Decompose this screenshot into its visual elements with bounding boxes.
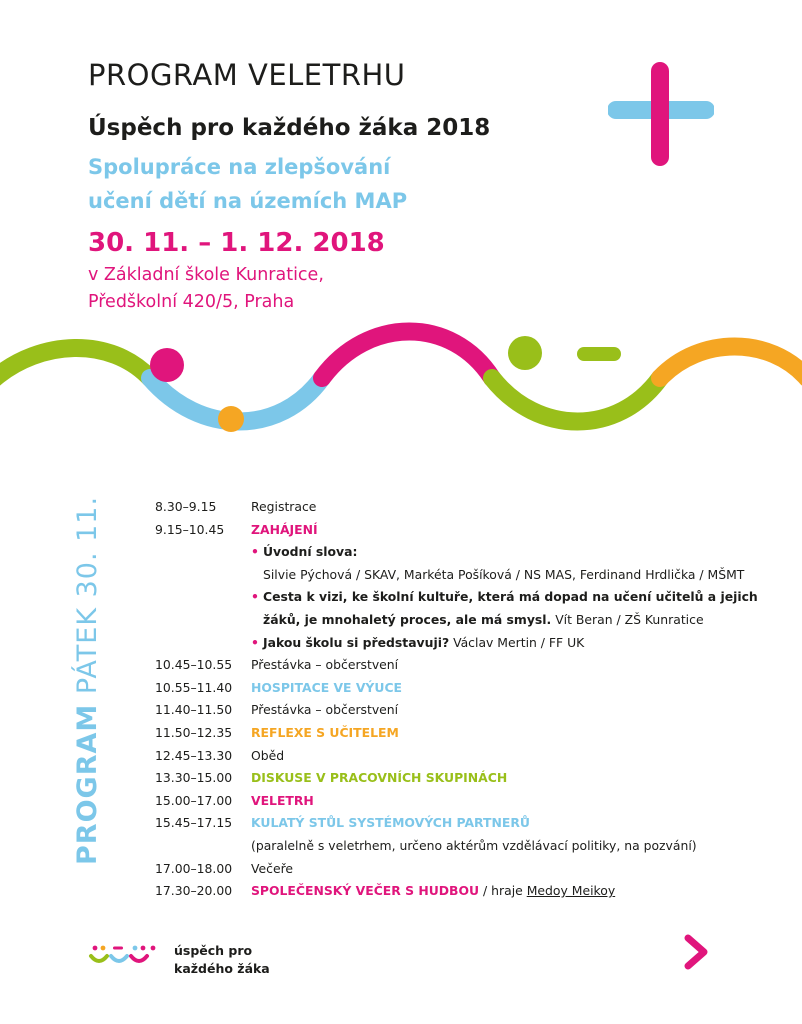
schedule-row (155, 699, 795, 722)
row-time: 15.45–17.15 (155, 815, 233, 831)
page-title: Úspěch pro každého žáka 2018 (88, 115, 491, 141)
row-label: KULATÝ STŮL SYSTÉMOVÝCH PARTNERŮ (251, 815, 530, 831)
schedule-row (155, 722, 795, 745)
side-label-bold: PROGRAM (72, 703, 103, 865)
side-label (72, 496, 103, 865)
page-subtitle (88, 150, 407, 218)
subtitle-line-1: Spolupráce na zlepšování (88, 155, 391, 179)
row-label: REFLEXE S UČITELEM (251, 724, 399, 740)
schedule-row (155, 519, 795, 542)
row-label: VELETRH (251, 792, 314, 808)
schedule-row (155, 745, 795, 768)
green-dot (508, 336, 542, 370)
schedule-row (155, 880, 795, 903)
band-link[interactable]: Medoy Meikoy (526, 883, 616, 899)
logo-line-1: úspěch pro (174, 943, 253, 958)
row-label: HOSPITACE VE VÝUCE (251, 679, 403, 695)
opening-item-speakers: Silvie Pýchová / SKAV, Markéta Pošíková / NS MAS, Ferdinand Hrdlička / MŠMT (263, 566, 745, 582)
row-label: DISKUSE V PRACOVNÍCH SKUPINÁCH (251, 770, 508, 786)
row-time: 15.00–17.00 (155, 792, 233, 808)
subtitle-line-2: učení dětí na územích MAP (88, 189, 408, 213)
row-separator: / hraje (479, 883, 527, 899)
row-label: Registrace (251, 499, 317, 514)
bullet-icon: • (251, 634, 259, 650)
row-label: SPOLEČENSKÝ VEČER S HUDBOU (251, 883, 480, 899)
opening-item-speaker: Václav Mertin / FF UK (449, 634, 585, 650)
pink-dot (150, 348, 184, 382)
opening-item-title-cont: žáků, je mnohaletý proces, ale má smysl. (263, 611, 552, 627)
logo-mark-icon (87, 944, 167, 970)
event-venue (88, 262, 324, 316)
schedule-row (155, 654, 795, 677)
opening-item-title: Úvodní slova: (263, 544, 358, 560)
logo-text (174, 942, 270, 978)
row-label: Oběd (251, 747, 285, 763)
row-time: 17.00–18.00 (155, 860, 233, 876)
page-kicker: PROGRAM VELETRHU (88, 58, 406, 92)
opening-item-title: Cesta k vizi, ke školní kultuře, která má dopad na učení učitelů a jejich (263, 589, 758, 605)
opening-item (155, 632, 795, 655)
row-time: 10.55–11.40 (155, 679, 233, 695)
row-label: ZAHÁJENÍ (251, 521, 318, 537)
row-time: 17.30–20.00 (155, 883, 233, 899)
row-time: 11.40–11.50 (155, 702, 233, 718)
logo-line-2: každého žáka (174, 961, 270, 976)
decorative-wave (0, 318, 802, 440)
chevron-right-icon[interactable] (680, 932, 714, 972)
schedule-row (155, 858, 795, 881)
row-label: Přestávka – občerstvení (251, 657, 399, 673)
bullet-icon: • (251, 589, 259, 605)
opening-item (155, 586, 795, 631)
venue-line-2: Předškolní 420/5, Praha (88, 292, 295, 312)
row-time: 10.45–10.55 (155, 657, 233, 673)
row-time: 8.30–9.15 (155, 499, 217, 514)
event-date: 30. 11. – 1. 12. 2018 (88, 228, 385, 258)
row-label: Přestávka – občerstvení (251, 702, 399, 718)
opening-item-title: Jakou školu si představuji? (263, 634, 450, 650)
plus-icon (608, 62, 714, 166)
orange-dot (218, 406, 244, 432)
bullet-icon: • (251, 544, 259, 560)
row-label: Večeře (251, 860, 294, 876)
row-time: 9.15–10.45 (155, 521, 225, 537)
schedule (155, 496, 795, 903)
row-time: 13.30–15.00 (155, 770, 233, 786)
row-note: (paralelně s veletrhem, určeno aktérům vzdělávací politiky, na pozvání) (251, 837, 697, 853)
opening-item-speaker: Vít Beran / ZŠ Kunratice (551, 611, 704, 627)
side-label-light: PÁTEK 30. 11. (72, 495, 103, 695)
schedule-row (155, 812, 795, 857)
venue-line-1: v Základní škole Kunratice, (88, 265, 324, 285)
schedule-row (155, 767, 795, 790)
row-time: 11.50–12.35 (155, 724, 233, 740)
opening-item (155, 541, 795, 586)
schedule-row (155, 790, 795, 813)
schedule-row (155, 496, 795, 519)
schedule-row (155, 677, 795, 700)
row-time: 12.45–13.30 (155, 747, 233, 763)
